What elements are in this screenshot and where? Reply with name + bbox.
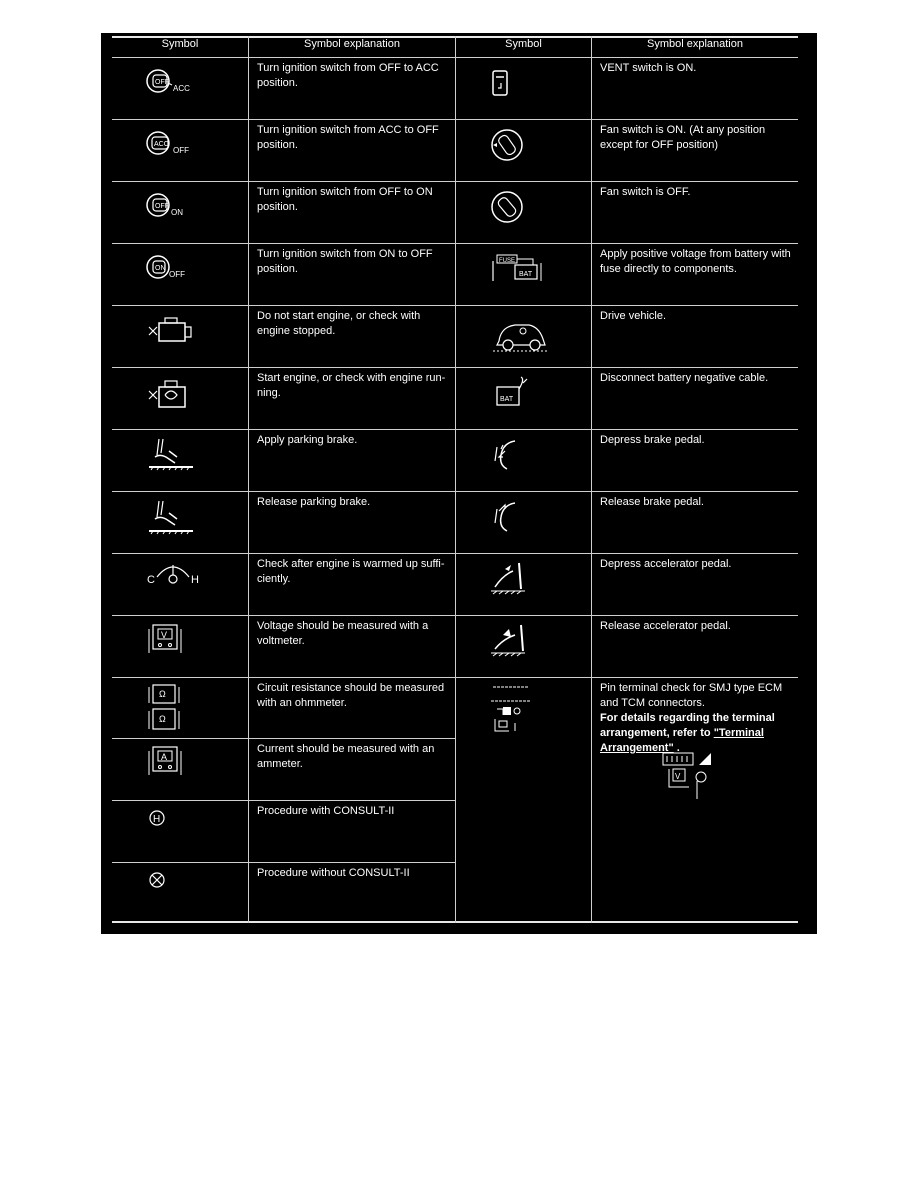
explanation-left: Do not start engine, or check with engine stopped. <box>257 310 421 337</box>
disconnect-battery-icon <box>493 375 533 411</box>
explanation-right: Depress accelerator pedal. <box>600 558 732 570</box>
engine-warm-gauge-icon <box>147 561 201 591</box>
depress-brake-pedal-icon <box>493 439 523 473</box>
apply-parking-brake-icon <box>147 437 197 473</box>
svg-text:OFF: OFF <box>155 203 169 210</box>
ignition-acc-to-off-icon <box>145 129 195 161</box>
symbol-table <box>101 33 817 934</box>
explanation-right: Disconnect battery negative cable. <box>600 372 769 384</box>
svg-text:C: C <box>147 574 155 586</box>
ignition-off-to-on-icon <box>145 191 195 223</box>
header-explanation-right: Symbol explanation <box>646 38 743 50</box>
explanation-left: Procedure with CONSULT-II <box>257 805 395 817</box>
explanation-right: Depress brake pedal. <box>600 434 705 446</box>
column-divider <box>248 36 249 923</box>
vent-switch-icon <box>491 69 511 97</box>
svg-text:ON: ON <box>155 265 166 272</box>
no-consult-ii-icon <box>147 870 167 890</box>
depress-accelerator-icon <box>491 561 531 595</box>
svg-text:ACC: ACC <box>173 84 190 93</box>
header-symbol-right: Symbol <box>505 38 542 50</box>
release-brake-pedal-icon <box>493 501 523 535</box>
explanation-right: Fan switch is ON. (At any position except for OFF position) <box>600 124 766 151</box>
svg-text:V: V <box>161 630 168 640</box>
engine-running-icon <box>147 377 195 411</box>
explanation-left: Turn ignition switch from ON to OFF position. <box>257 248 433 275</box>
ammeter-icon <box>147 745 187 779</box>
ignition-off-to-acc-icon <box>145 67 195 99</box>
pin-terminal-check-icon <box>489 683 535 735</box>
explanation-right <box>600 681 798 756</box>
fan-switch-off-icon <box>489 189 525 225</box>
drive-vehicle-icon <box>493 315 551 353</box>
consult-ii-icon <box>147 808 167 828</box>
fuse-battery-icon <box>489 251 549 285</box>
explanation-left: Check after engine is warmed up suffi-ciently. <box>257 558 445 585</box>
header-explanation-left: Symbol explanation <box>303 38 400 50</box>
ohmmeter-icon <box>147 683 187 733</box>
explanation-left: Apply parking brake. <box>257 434 358 446</box>
svg-text:OFF: OFF <box>169 270 185 279</box>
svg-text:FUSE: FUSE <box>499 258 516 264</box>
svg-text:Ω: Ω <box>159 714 166 724</box>
row-divider <box>112 862 456 863</box>
explanation-left: Turn ignition switch from OFF to ACC position. <box>257 62 439 89</box>
explanation-right: VENT switch is ON. <box>600 62 697 74</box>
svg-text:H: H <box>191 574 199 586</box>
explanation-left: Current should be measured with an ammeter. <box>257 743 435 770</box>
explanation-right: Release brake pedal. <box>600 496 704 508</box>
explanation-left: Turn ignition switch from ACC to OFF position. <box>257 124 439 151</box>
pin-note-suffix: . <box>673 742 680 754</box>
explanation-left: Turn ignition switch from OFF to ON position. <box>257 186 433 213</box>
explanation-right: Drive vehicle. <box>600 310 667 322</box>
column-divider <box>591 36 592 923</box>
row-divider <box>112 800 456 801</box>
row-divider <box>112 738 456 739</box>
voltmeter-icon <box>147 623 187 657</box>
svg-text:Ω: Ω <box>159 689 166 699</box>
explanation-right: Fan switch is OFF. <box>600 186 691 198</box>
ignition-on-to-off-icon <box>145 253 195 285</box>
svg-text:OFF: OFF <box>173 146 189 155</box>
svg-text:OFF: OFF <box>155 79 169 86</box>
explanation-left: Procedure without CONSULT-II <box>257 867 410 879</box>
release-accelerator-icon <box>491 623 531 657</box>
terminal-arrangement-link[interactable]: "Terminal Arrangement" <box>600 727 764 754</box>
explanation-left: Start engine, or check with engine run-ning. <box>257 372 446 399</box>
svg-text:BAT: BAT <box>500 396 514 403</box>
explanation-left: Voltage should be measured with a voltmeter. <box>257 620 429 647</box>
svg-text:V: V <box>675 772 681 781</box>
release-parking-brake-icon <box>147 499 197 535</box>
explanation-right: Release accelerator pedal. <box>600 620 731 632</box>
terminal-arrangement-diagram-icon <box>661 751 721 801</box>
svg-text:A: A <box>161 752 168 762</box>
header-symbol-left: Symbol <box>161 38 199 50</box>
column-divider <box>455 36 456 923</box>
svg-text:ON: ON <box>171 208 183 217</box>
svg-text:ACC: ACC <box>154 141 169 148</box>
pin-note-prefix: For details regarding the terminal arrangement, refer to <box>600 712 775 739</box>
svg-text:BAT: BAT <box>519 271 533 278</box>
engine-stopped-icon <box>147 315 195 345</box>
fan-switch-on-icon <box>489 127 525 163</box>
pin-terminal-text: Pin terminal check for SMJ type ECM and TCM connectors. <box>600 682 783 709</box>
explanation-left: Release parking brake. <box>257 496 371 508</box>
explanation-right: Apply positive voltage from battery with fuse directly to components. <box>600 248 791 275</box>
explanation-left: Circuit resistance should be measured with an ohmmeter. <box>257 682 445 709</box>
svg-text:H: H <box>153 814 161 825</box>
